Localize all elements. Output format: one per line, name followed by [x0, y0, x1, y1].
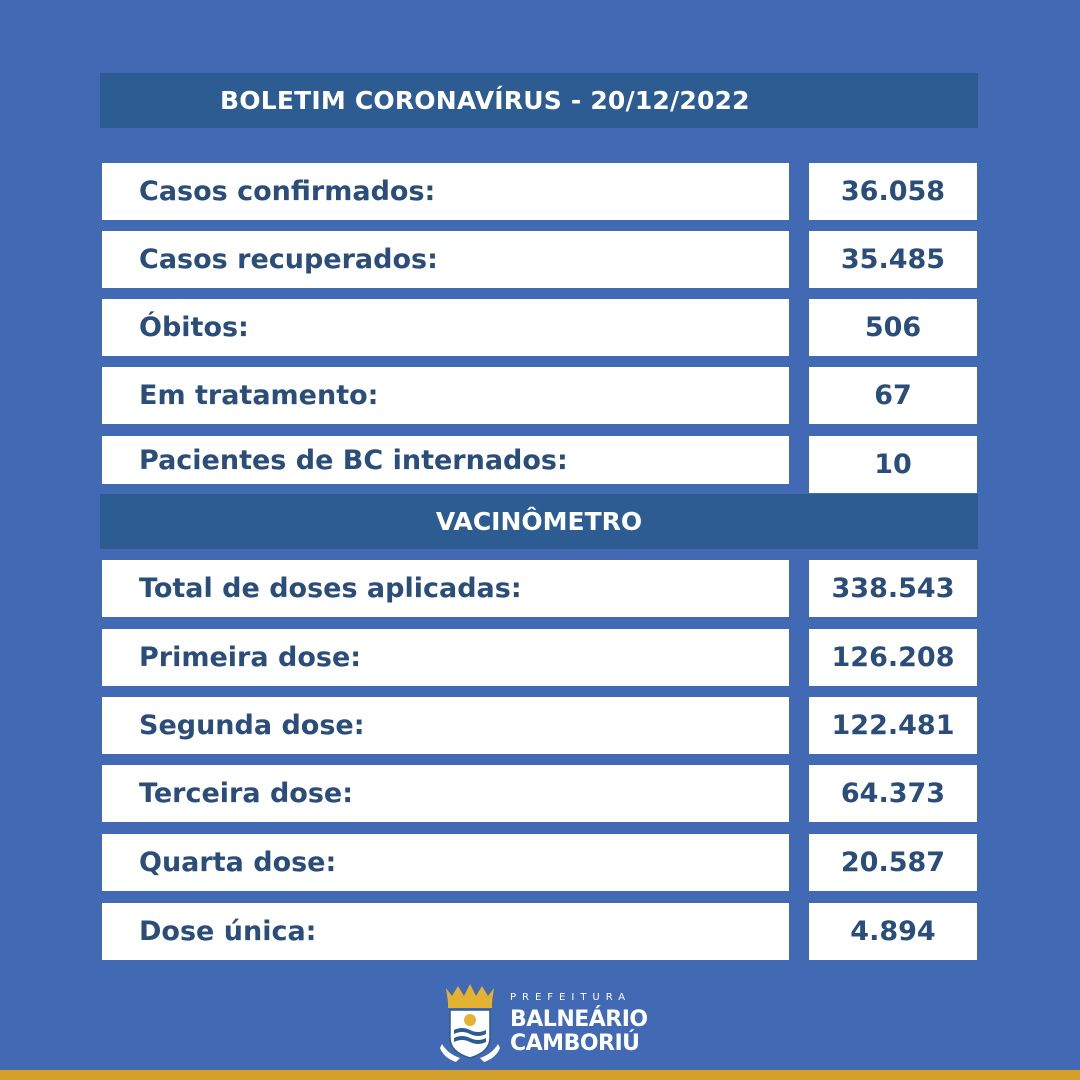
stat-label: Casos recuperados:	[139, 244, 438, 275]
stat-value: 36.058	[809, 163, 977, 220]
vaccine-label: Total de doses aplicadas:	[139, 573, 522, 604]
stat-label: Pacientes de BC internados:	[139, 444, 568, 476]
vaccine-row-single-dose	[100, 903, 978, 960]
vaccine-label-cell	[102, 697, 789, 754]
stat-row-deaths	[100, 299, 978, 356]
stat-value: 35.485	[809, 231, 977, 288]
vaccinometer-title-bar	[100, 494, 978, 549]
stat-label: Óbitos:	[139, 312, 249, 343]
logo-prefeitura: PREFEITURA	[510, 992, 632, 1003]
vaccine-label-cell	[102, 903, 789, 960]
vaccine-label-cell	[102, 560, 789, 617]
vaccinometer-title: VACINÔMETRO	[435, 507, 643, 536]
city-crest-icon	[440, 984, 500, 1064]
vaccine-label-cell	[102, 834, 789, 891]
stat-value: 10	[809, 436, 977, 493]
vaccine-label: Segunda dose:	[139, 710, 365, 741]
stat-label-cell	[102, 367, 789, 424]
stat-label-cell	[102, 163, 789, 220]
vaccine-row-fourth-dose	[100, 834, 978, 891]
city-hall-logo	[440, 984, 680, 1064]
stat-label: Em tratamento:	[139, 380, 379, 411]
vaccine-row-third-dose	[100, 765, 978, 822]
vaccine-label-cell	[102, 765, 789, 822]
vaccine-label-cell	[102, 629, 789, 686]
logo-city-line1: BALNEÁRIO	[510, 1007, 648, 1032]
vaccine-label: Quarta dose:	[139, 847, 337, 878]
bottom-accent-stripe	[0, 1070, 1080, 1080]
stat-row-in-treatment	[100, 367, 978, 424]
stat-row-confirmed	[100, 163, 978, 220]
stat-row-recovered	[100, 231, 978, 288]
vaccine-row-first-dose	[100, 629, 978, 686]
vaccine-label: Primeira dose:	[139, 642, 362, 673]
bulletin-title: BOLETIM CORONAVÍRUS - 20/12/2022	[220, 86, 750, 115]
stat-label-cell	[102, 436, 789, 484]
vaccine-value: 4.894	[809, 903, 977, 960]
bulletin-title-bar	[100, 73, 978, 128]
stat-label-cell	[102, 231, 789, 288]
stat-row-hospitalized	[100, 436, 978, 493]
vaccine-value: 64.373	[809, 765, 977, 822]
vaccine-row-total	[100, 560, 978, 617]
vaccine-row-second-dose	[100, 697, 978, 754]
stat-value: 67	[809, 367, 977, 424]
stat-label-cell	[102, 299, 789, 356]
stat-value: 506	[809, 299, 977, 356]
vaccine-value: 20.587	[809, 834, 977, 891]
vaccine-value: 338.543	[809, 560, 977, 617]
vaccine-value: 126.208	[809, 629, 977, 686]
vaccine-label: Terceira dose:	[139, 778, 354, 809]
vaccine-value: 122.481	[809, 697, 977, 754]
stat-label: Casos confirmados:	[139, 176, 436, 207]
vaccine-label: Dose única:	[139, 916, 317, 947]
logo-city-line2: CAMBORIÚ	[510, 1031, 640, 1056]
